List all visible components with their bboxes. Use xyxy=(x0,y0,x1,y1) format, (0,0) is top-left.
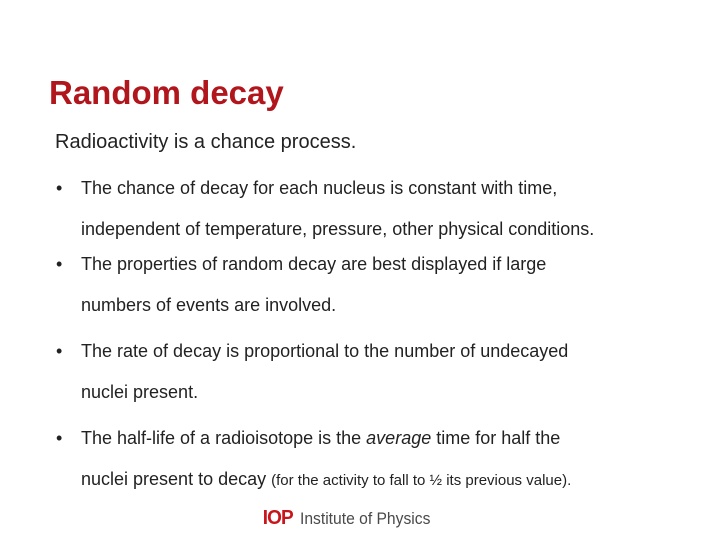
bullet-line: nuclei present. xyxy=(81,382,199,402)
slide-intro: Radioactivity is a chance process. xyxy=(55,131,357,153)
bullet-marker: • xyxy=(56,254,63,274)
bullet-line xyxy=(81,459,691,501)
bullet-text xyxy=(81,244,691,326)
bullet-line: The chance of decay for each nucleus is constant with time, xyxy=(81,178,558,198)
bullet-text xyxy=(81,331,691,413)
bullet-marker: • xyxy=(56,178,63,198)
bullet-text xyxy=(81,168,691,250)
bullet-line: The properties of random decay are best displayed if large xyxy=(81,254,547,274)
slide-title: Random decay xyxy=(49,74,284,111)
bullet-line: numbers of events are involved. xyxy=(81,295,337,315)
bullet-line xyxy=(81,418,691,459)
iop-logo xyxy=(262,507,442,530)
bullet-note: (for the activity to fall to ½ its previous value). xyxy=(271,472,572,489)
bullet-text xyxy=(81,418,691,501)
bullet-line: The rate of decay is proportional to the number of undecayed xyxy=(81,341,569,361)
bullet-text-part: The half-life of a radioisotope is the xyxy=(81,428,367,448)
bullet-text-part: nuclei present to decay xyxy=(81,469,272,489)
iop-logo-mark: IOP xyxy=(262,507,293,529)
bullet-marker: • xyxy=(56,341,63,361)
bullet-marker: • xyxy=(56,428,63,448)
iop-logo-name: Institute of Physics xyxy=(300,508,431,528)
emphasis-average: average xyxy=(366,428,432,448)
bullet-text-part: time for half the xyxy=(431,428,561,448)
bullet-line: independent of temperature, pressure, other physical conditions. xyxy=(81,219,595,239)
